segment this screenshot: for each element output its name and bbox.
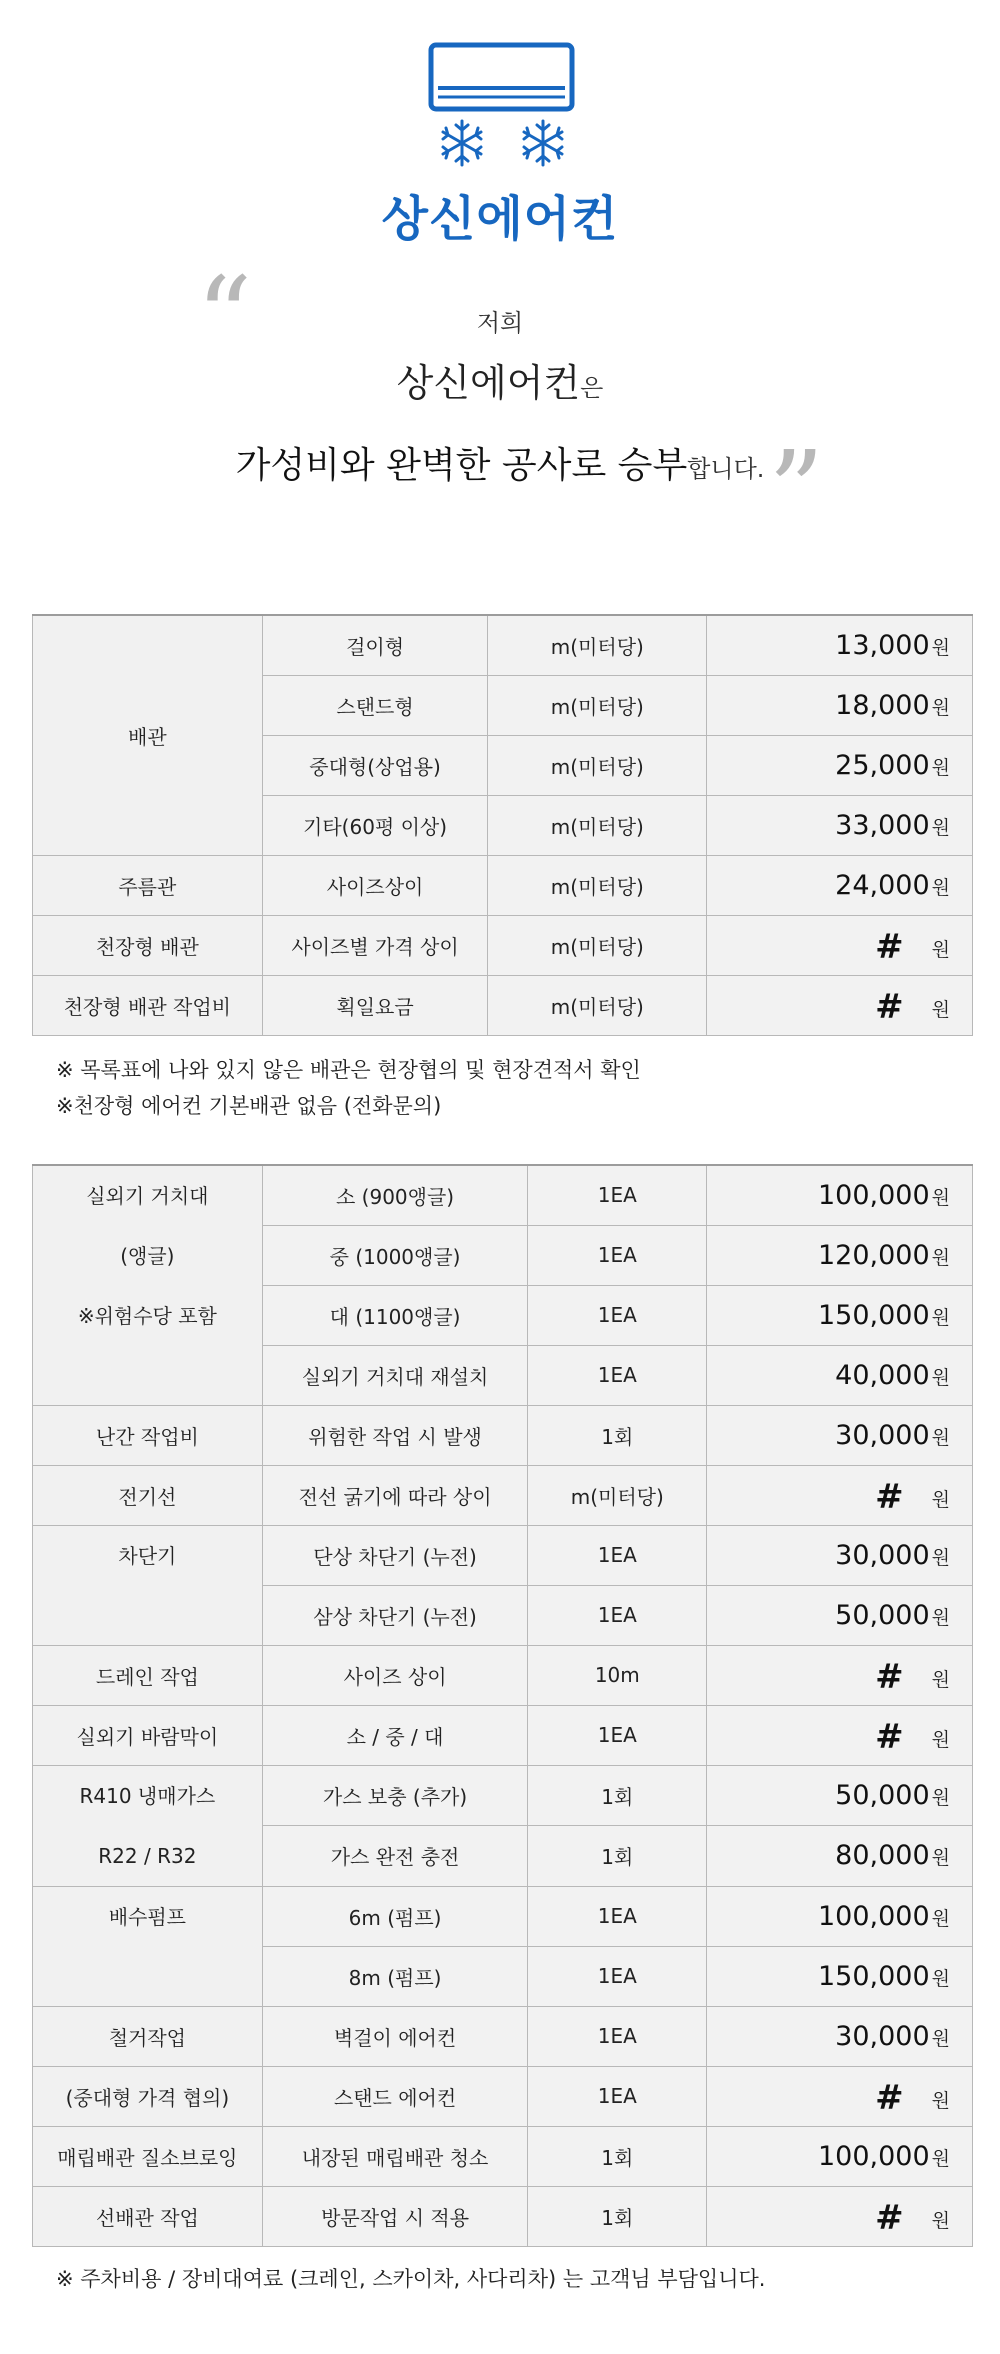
currency-unit: 원 [931,876,950,899]
price-cell [707,975,973,1035]
unit-cell: 1EA [528,1285,707,1345]
price-cell [707,1585,973,1645]
category-cell: 배관 [33,615,263,855]
price-amount: 50,000 [835,1779,930,1811]
notes [56,1052,641,1124]
currency-unit: 원 [931,999,950,1021]
price-cell [707,1405,973,1465]
unit-cell: 1EA [528,2066,707,2126]
category-label: 드레인 작업 [95,1664,199,1689]
item-cell: 스탠드 에어컨 [262,2066,528,2126]
category-cell [33,1765,263,1886]
price-amount: 150,000 [817,1960,930,1992]
price-amount: 18,000 [835,689,930,721]
price-unspecified-mark: # [875,1657,904,1697]
table-row [33,1886,973,1946]
category-label: R410 냉매가스 [79,1783,216,1808]
price-cell [707,915,973,975]
unit-cell: m(미터당) [488,795,707,855]
currency-unit: 원 [931,1426,950,1449]
price-cell [707,1525,973,1585]
price-amount: 100,000 [817,2140,930,2172]
category-cell [33,1405,263,1465]
slogan-line-2-suffix: 은 [580,374,604,402]
currency-unit: 원 [931,636,950,659]
unit-cell: 1EA [528,1225,707,1285]
item-cell: 전선 굵기에 따라 상이 [262,1465,528,1525]
unit-cell: 1EA [528,1165,707,1225]
price-unspecified-mark: # [875,987,904,1027]
unit-cell: 1EA [528,1345,707,1405]
category-label: 전기선 [118,1484,177,1509]
price-cell [707,1285,973,1345]
price-amount: 30,000 [835,1419,930,1451]
unit-cell: 1회 [528,2126,707,2186]
slogan-line-3-main: 가성비와 완벽한 공사로 승부 [235,445,688,486]
table-row [33,1405,973,1465]
currency-unit: 원 [931,1669,950,1691]
category-cell [33,2006,263,2066]
category-cell [33,1165,263,1405]
unit-cell: m(미터당) [488,675,707,735]
category-cell: 주름관 [33,855,263,915]
currency-unit: 원 [931,2147,950,2170]
currency-unit: 원 [931,1729,950,1751]
price-cell [707,1165,973,1225]
unit-cell: m(미터당) [488,615,707,675]
item-cell: 중 (1000앵글) [262,1225,528,1285]
table-row [33,2066,973,2126]
price-unspecified-mark: # [875,1477,904,1517]
currency-unit: 원 [931,756,950,779]
price-amount: 40,000 [835,1359,930,1391]
price-amount: 100,000 [817,1179,930,1211]
currency-unit: 원 [931,2027,950,2050]
table-row [33,1645,973,1705]
price-cell [707,1886,973,1946]
table-row [33,1165,973,1225]
unit-cell: 10m [528,1645,707,1705]
unit-cell: m(미터당) [488,855,707,915]
category-cell [33,2186,263,2246]
item-cell: 기타(60평 이상) [262,795,488,855]
slogan-line-3 [0,437,1000,488]
table-row [33,2006,973,2066]
currency-unit: 원 [931,1366,950,1389]
category-cell [33,2126,263,2186]
table-row [33,1465,973,1525]
item-cell: 8m (펌프) [262,1946,528,2006]
item-cell: 삼상 차단기 (누전) [262,1585,528,1645]
item-cell: 실외기 거치대 재설치 [262,1345,528,1405]
item-cell: 걸이형 [262,615,488,675]
price-cell [707,735,973,795]
brand-name: 상신에어컨 [381,191,619,247]
price-unspecified-mark: # [875,2198,904,2238]
note-line: ※천장형 에어컨 기본배관 없음 (전화문의) [56,1094,442,1118]
category-label: (앵글) [120,1244,175,1268]
table-row [33,1525,973,1585]
slogan-line-2-main: 상신에어컨 [396,361,581,405]
table-row [33,2126,973,2186]
currency-unit: 원 [931,1489,950,1511]
table-row [33,1765,973,1826]
price-cell [707,1765,973,1826]
price-amount: 25,000 [835,749,930,781]
category-label: 배수펌프 [108,1904,186,1929]
price-cell [707,675,973,735]
table-row [33,975,973,1035]
currency-unit: 원 [931,1847,950,1870]
currency-unit: 원 [931,2090,950,2112]
snowflake-icon [518,118,568,168]
item-cell: 내장된 매립배관 청소 [262,2126,528,2186]
currency-unit: 원 [931,1967,950,1990]
quote-open-mark: “ [196,253,253,381]
slogan-line-3-suffix: 합니다. [687,455,765,483]
unit-cell: 1EA [528,1705,707,1765]
extra-work-price-table [32,1164,973,2247]
category-label: 철거작업 [108,2025,186,2050]
price-cell [707,1465,973,1525]
note-line: ※ 목록표에 나와 있지 않은 배관은 현장협의 및 현장견적서 확인 [56,1058,641,1082]
category-label: 차단기 [118,1543,177,1568]
price-amount: 30,000 [835,2020,930,2052]
piping-price-table [32,614,973,1036]
price-cell [707,1345,973,1405]
item-cell: 소 / 중 / 대 [262,1705,528,1765]
item-cell: 중대형(상업용) [262,735,488,795]
price-amount: 24,000 [835,869,930,901]
item-cell: 사이즈상이 [262,855,488,915]
category-label: R22 / R32 [98,1843,197,1868]
price-cell [707,1705,973,1765]
category-cell [33,1645,263,1705]
item-cell: 소 (900앵글) [262,1165,528,1225]
table-row [33,615,973,675]
price-amount: 50,000 [835,1599,930,1631]
unit-cell: m(미터당) [528,1465,707,1525]
price-cell [707,855,973,915]
currency-unit: 원 [931,1546,950,1569]
hero-section [0,0,1000,560]
currency-unit: 원 [931,1907,950,1930]
price-amount: 33,000 [835,809,930,841]
unit-cell: 1EA [528,1585,707,1645]
price-cell [707,1645,973,1705]
currency-unit: 원 [931,1186,950,1209]
price-cell [707,615,973,675]
category-cell: 천장형 배관 작업비 [33,975,263,1035]
unit-cell: 1회 [528,1826,707,1887]
quote-close-mark: ” [768,427,825,555]
price-unspecified-mark: # [875,2078,904,2118]
snowflake-icon [437,118,487,168]
currency-unit: 원 [931,696,950,719]
unit-cell: 1EA [528,2006,707,2066]
currency-unit: 원 [931,939,950,961]
price-amount: 120,000 [817,1239,930,1271]
item-cell: 위험한 작업 시 발생 [262,1405,528,1465]
item-cell: 대 (1100앵글) [262,1285,528,1345]
item-cell: 방문작업 시 적용 [262,2186,528,2246]
category-cell [33,1525,263,1645]
table-row [33,2186,973,2246]
unit-cell: m(미터당) [488,735,707,795]
category-cell: 천장형 배관 [33,915,263,975]
item-cell: 스탠드형 [262,675,488,735]
unit-cell: 1EA [528,1886,707,1946]
price-cell [707,1946,973,2006]
currency-unit: 원 [931,1786,950,1809]
currency-unit: 원 [931,2210,950,2232]
price-amount: 100,000 [817,1900,930,1932]
item-cell: 가스 완전 충전 [262,1826,528,1887]
slogan-line-2 [0,352,1000,407]
category-cell [33,1886,263,2006]
currency-unit: 원 [931,1246,950,1269]
item-cell: 획일요금 [262,975,488,1035]
category-label: 실외기 거치대 [86,1184,209,1208]
price-amount: 30,000 [835,1539,930,1571]
unit-cell: 1회 [528,2186,707,2246]
price-amount: 80,000 [835,1840,930,1872]
category-label: 난간 작업비 [95,1424,199,1449]
price-unspecified-mark: # [875,927,904,967]
item-cell: 단상 차단기 (누전) [262,1525,528,1585]
currency-unit: 원 [931,1606,950,1629]
price-cell [707,2066,973,2126]
category-label: (중대형 가격 협의) [65,2085,230,2110]
item-cell: 가스 보충 (추가) [262,1765,528,1826]
item-cell: 벽걸이 에어컨 [262,2006,528,2066]
air-conditioner-icon [428,42,575,112]
price-amount: 150,000 [817,1299,930,1331]
slogan-line-1: 저희 [476,309,524,337]
item-cell: 사이즈별 가격 상이 [262,915,488,975]
table-row [33,1705,973,1765]
unit-cell: 1EA [528,1525,707,1585]
footer-note: ※ 주차비용 / 장비대여료 (크레인, 스카이차, 사다리차) 는 고객님 부담입니다. [56,2267,766,2291]
item-cell: 사이즈 상이 [262,1645,528,1705]
category-label: 선배관 작업 [95,2205,199,2230]
currency-unit: 원 [931,816,950,839]
category-cell [33,2066,263,2126]
item-cell: 6m (펌프) [262,1886,528,1946]
price-cell [707,795,973,855]
price-cell [707,2186,973,2246]
price-cell [707,2126,973,2186]
currency-unit: 원 [931,1306,950,1329]
price-cell [707,2006,973,2066]
price-cell [707,1225,973,1285]
table-row [33,915,973,975]
price-amount: 13,000 [835,629,930,661]
unit-cell: 1회 [528,1765,707,1826]
table-row [33,855,973,915]
unit-cell: 1EA [528,1946,707,2006]
price-unspecified-mark: # [875,1717,904,1757]
category-label: ※위험수당 포함 [77,1304,217,1328]
category-label: 실외기 바람막이 [76,1724,219,1749]
unit-cell: 1회 [528,1405,707,1465]
unit-cell: m(미터당) [488,915,707,975]
category-cell [33,1465,263,1525]
price-cell [707,1826,973,1887]
category-label: 매립배관 질소브로잉 [57,2145,238,2170]
unit-cell: m(미터당) [488,975,707,1035]
category-cell [33,1705,263,1765]
